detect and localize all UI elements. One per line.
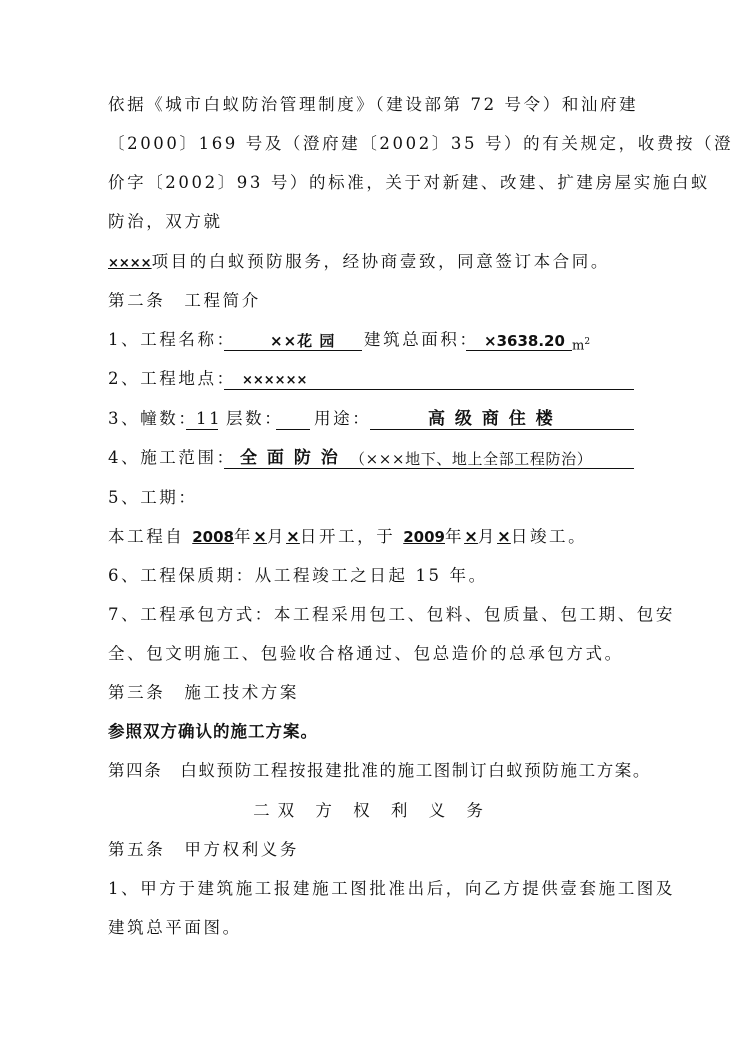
year-text-1: 年 xyxy=(234,527,254,546)
floors-label: 层数： xyxy=(226,409,284,428)
area-value: ×3638.20 xyxy=(484,332,565,350)
area-unit xyxy=(572,331,602,357)
day-text-2: 日竣工。 xyxy=(510,527,588,546)
area-label: 建筑总面积： xyxy=(364,330,479,349)
article-3-heading: 第三条 施工技术方案 xyxy=(108,683,299,702)
end-year: 2009 xyxy=(403,528,445,546)
article-5-item-1-line-2: 建筑总平面图。 xyxy=(108,918,242,937)
start-month: × xyxy=(253,527,267,546)
contract-method-line-2: 全、包文明施工、包验收合格通过、包总造价的总承包方式。 xyxy=(108,644,624,663)
intro-line-3: 价字〔2002〕93 号）的标准，关于对新建、改建、扩建房屋实施白蚁 xyxy=(108,173,711,192)
article-4-text: 第四条 白蚁预防工程按报建批准的施工图制订白蚁预防施工方案。 xyxy=(108,761,651,780)
article-5-item-1-line-1: 1、甲方于建筑施工报建施工图批准出后，向乙方提供壹套施工图及 xyxy=(108,879,675,898)
buildings-value: 11 xyxy=(196,409,223,428)
article-2-heading: 第二条 工程简介 xyxy=(108,291,261,310)
project-name-value: ××花 园 xyxy=(270,332,336,350)
month-text-2: 月 xyxy=(477,527,498,546)
start-day: × xyxy=(286,527,300,546)
intro-line-1: 依据《城市白蚁防治管理制度》（建设部第 72 号令）和汕府建 xyxy=(108,95,639,114)
start-year: 2008 xyxy=(192,528,234,546)
scope-label: 4、施工范围： xyxy=(108,448,236,467)
period-line xyxy=(108,526,636,548)
floors-underline xyxy=(276,429,310,430)
end-day: × xyxy=(497,527,511,546)
intro-line-5 xyxy=(108,251,636,275)
intro-line-4: 防治，双方就 xyxy=(108,212,223,231)
location-label: 2、工程地点： xyxy=(108,369,236,388)
intro-line-2: 〔2000〕169 号及（澄府建〔2002〕35 号）的有关规定，收费按（澄 xyxy=(108,134,734,153)
scope-value: 全 面 防 治 xyxy=(240,448,340,468)
buildings-label: 3、幢数： xyxy=(108,409,198,428)
year-text-2: 年 xyxy=(444,527,465,546)
project-name-label: 1、工程名称： xyxy=(108,330,236,349)
intro-line-5-text: 项目的白蚁预防服务，经协商壹致，同意签订本合同。 xyxy=(151,252,610,271)
use-value: 高 级 商 住 楼 xyxy=(428,409,555,429)
article-3-body: 参照双方确认的施工方案。 xyxy=(108,722,318,741)
end-month: × xyxy=(464,527,478,546)
location-value: ×××××× xyxy=(242,373,308,388)
contract-method-line-1: 7、工程承包方式：本工程采用包工、包料、包质量、包工期、包安 xyxy=(108,605,675,624)
scope-note: （×××地下、地上全部工程防治） xyxy=(350,450,593,468)
use-label: 用途： xyxy=(314,409,372,428)
area-unit-sup: 2 xyxy=(584,337,591,347)
month-text-1: 月 xyxy=(266,527,287,546)
period-label: 5、工期： xyxy=(108,488,198,507)
period-prefix: 本工程自 xyxy=(108,527,193,546)
area-unit-m: m xyxy=(572,338,585,354)
section-2-title: 二双 方 权 利 义 务 xyxy=(253,801,491,820)
warranty-line: 6、工程保质期：从工程竣工之日起 15 年。 xyxy=(108,566,488,585)
article-5-heading: 第五条 甲方权利义务 xyxy=(108,840,299,859)
project-placeholder: ×××× xyxy=(108,256,152,271)
day-text-1: 日开工，于 xyxy=(299,527,404,546)
